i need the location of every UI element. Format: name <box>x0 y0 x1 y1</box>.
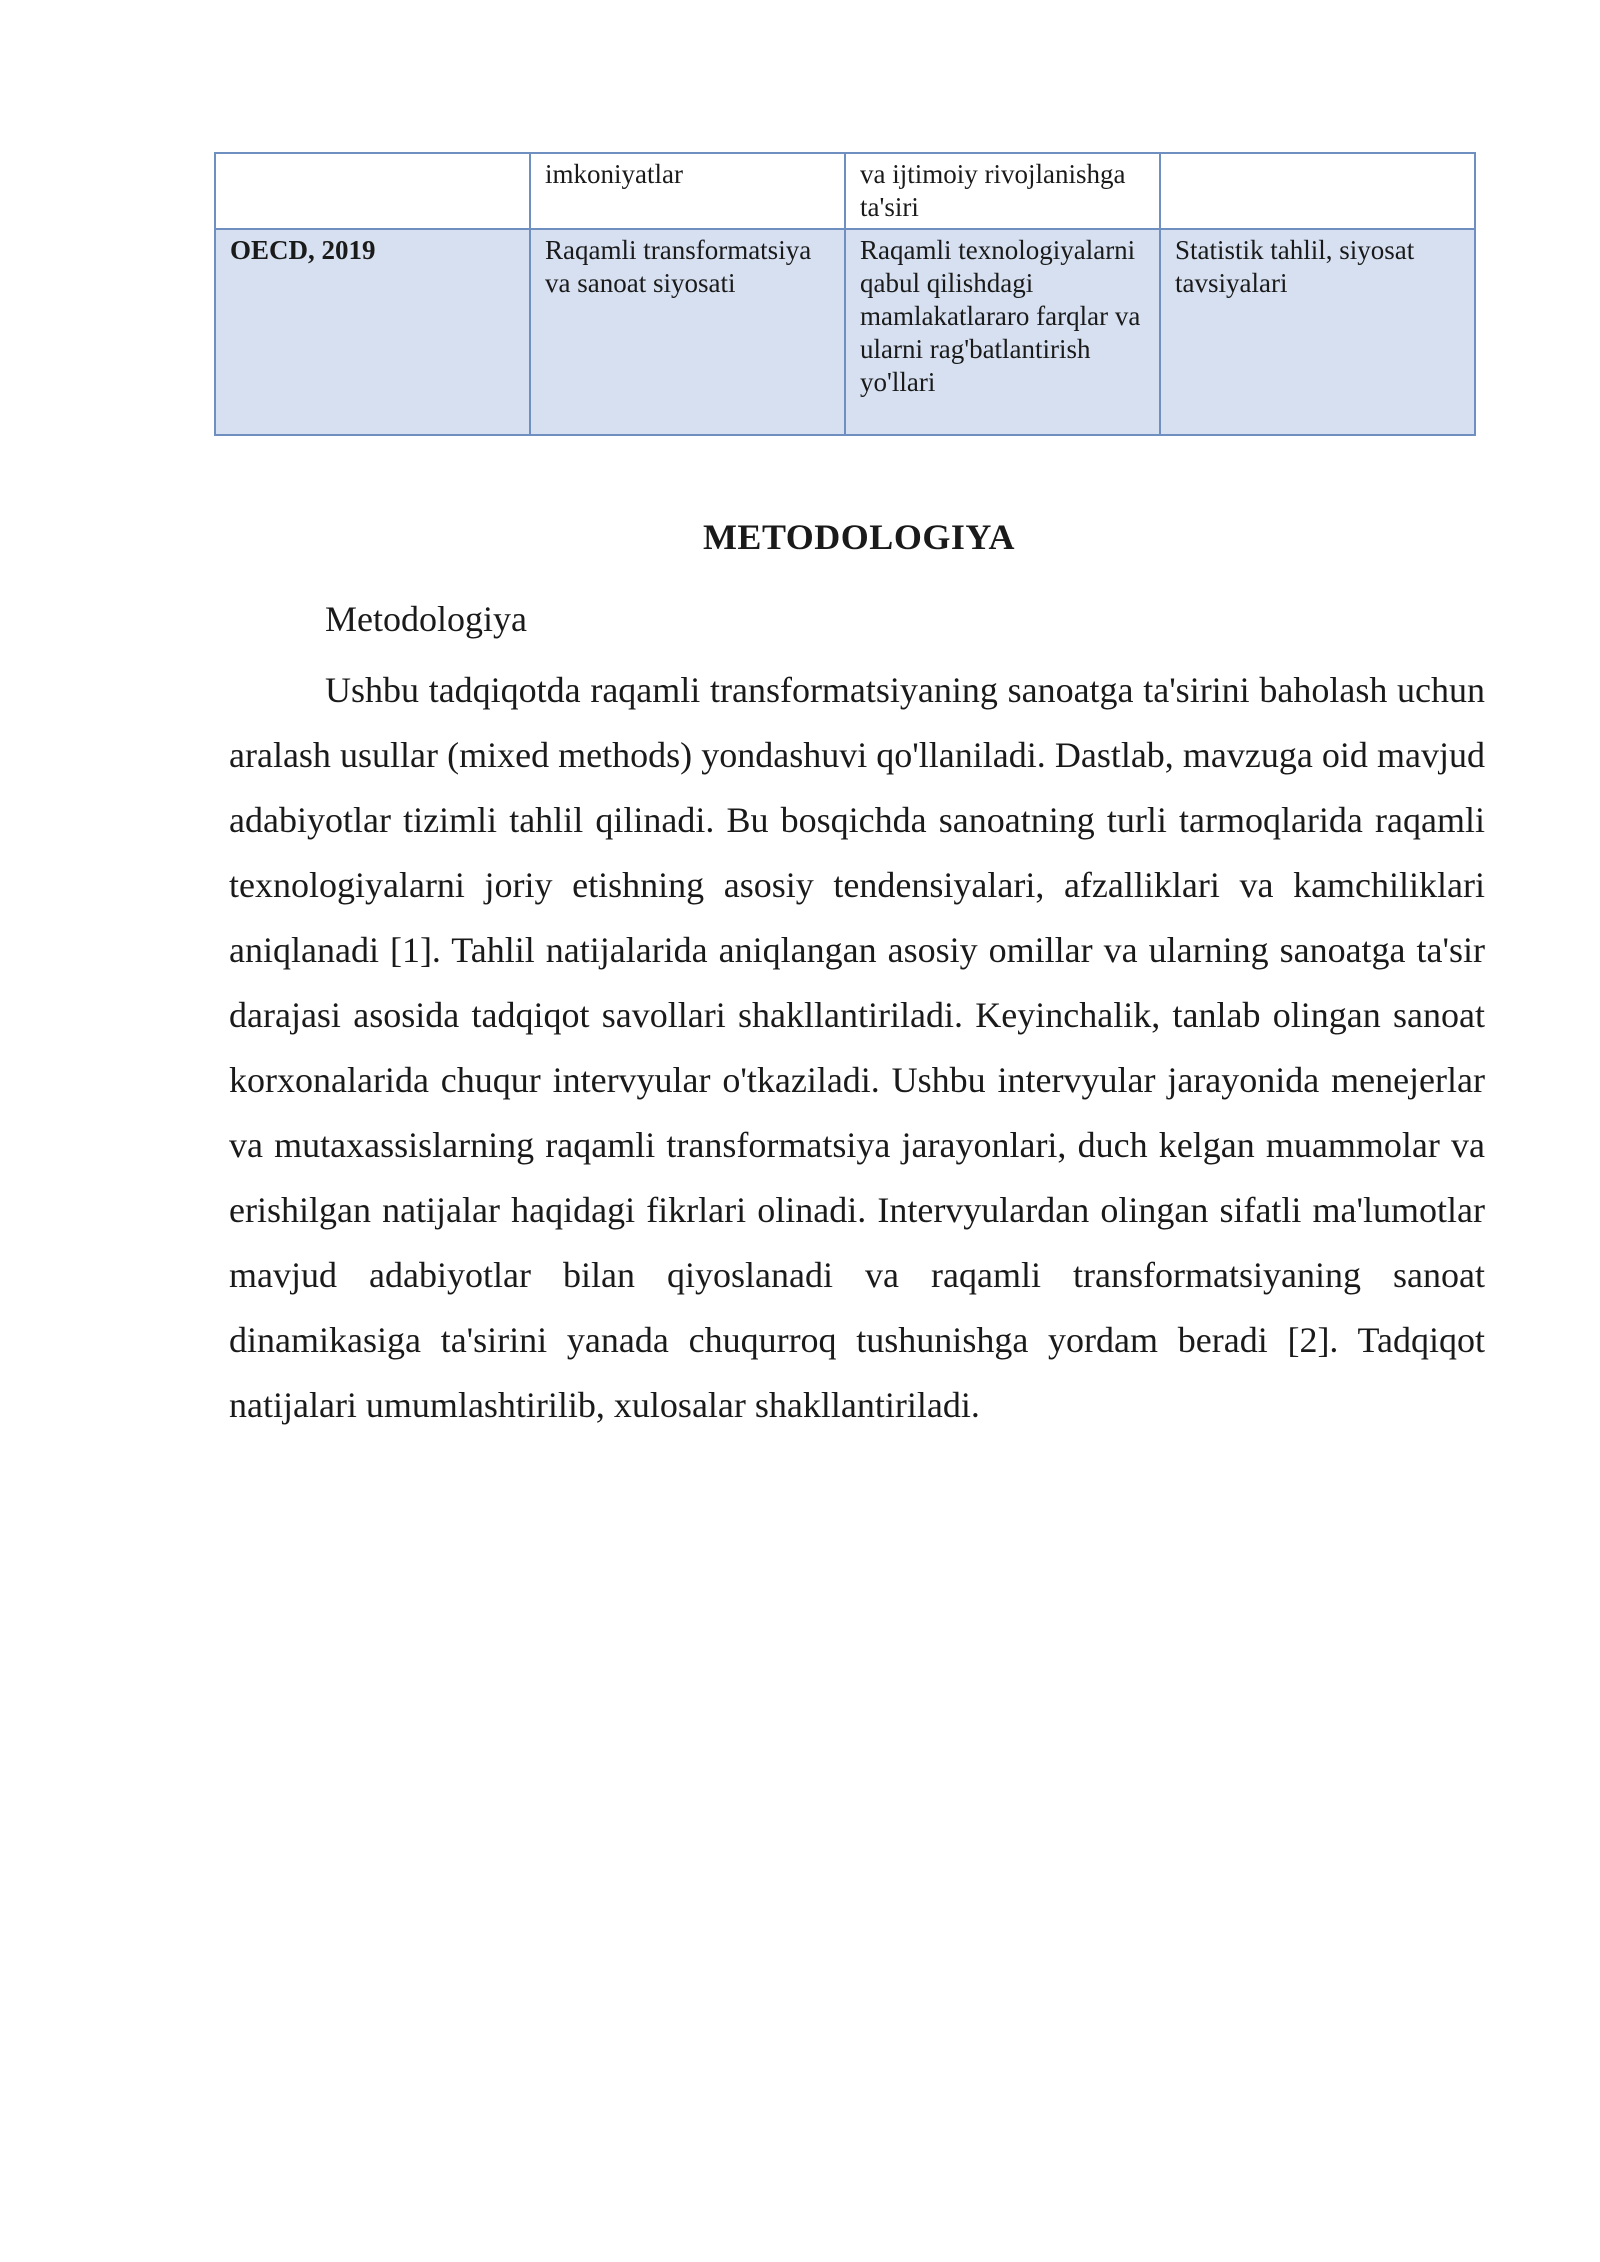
table-cell <box>215 153 530 229</box>
table-cell: Statistik tahlil, siyosat tavsiyalari <box>1160 229 1475 435</box>
table-cell: va ijtimoiy rivojlanishga ta'siri <box>845 153 1160 229</box>
table-row <box>215 153 1475 229</box>
table-cell <box>1160 153 1475 229</box>
table-cell: Raqamli transformatsiya va sanoat siyosati <box>530 229 845 435</box>
section-subheading: Metodologiya <box>325 599 527 639</box>
table-row <box>215 229 1475 435</box>
table-cell: Raqamli texnologiyalarni qabul qilishdagi mamlakatlararo farqlar va ularni rag'batlantirish yo'llari <box>845 229 1160 435</box>
body-paragraph: Ushbu tadqiqotda raqamli transformatsiyaning sanoatga ta'sirini baholash uchun aralash usullar (mixed methods) yondashuvi qo'llaniladi. Dastlab, mavzuga oid mavjud adabiyotlar tizimli tahlil qilinadi. Bu bosqichda sanoatning turli tarmoqlarida raqamli texnologiyalarni joriy etishning asosiy tendensiyalari, afzalliklari va kamchiliklari aniqlanadi [1]. Tahlil natijalarida aniqlangan asosiy omillar va ularning sanoatga ta'sir darajasi asosida tadqiqot savollari shakllantiriladi. Keyinchalik, tanlab olingan sanoat korxonalarida chuqur intervyular o'tkaziladi. Ushbu intervyular jarayonida menejerlar va mutaxassislarning raqamli transformatsiya jarayonlari, duch kelgan muammolar va erishilgan natijalar haqidagi fikrlari olinadi. Intervyulardan olingan sifatli ma'lumotlar mavjud adabiyotlar bilan qiyoslanadi va raqamli transformatsiyaning sanoat dinamikasiga ta'sirini yanada chuqurroq tushunishga yordam beradi [2]. Tadqiqot natijalari umumlashtirilib, xulosalar shakllantiriladi. <box>229 670 1485 1425</box>
table-cell: imkoniyatlar <box>530 153 845 229</box>
literature-review-table <box>214 152 1476 436</box>
section-heading: METODOLOGIYA <box>702 517 1016 557</box>
table-cell-source: OECD, 2019 <box>215 229 530 435</box>
